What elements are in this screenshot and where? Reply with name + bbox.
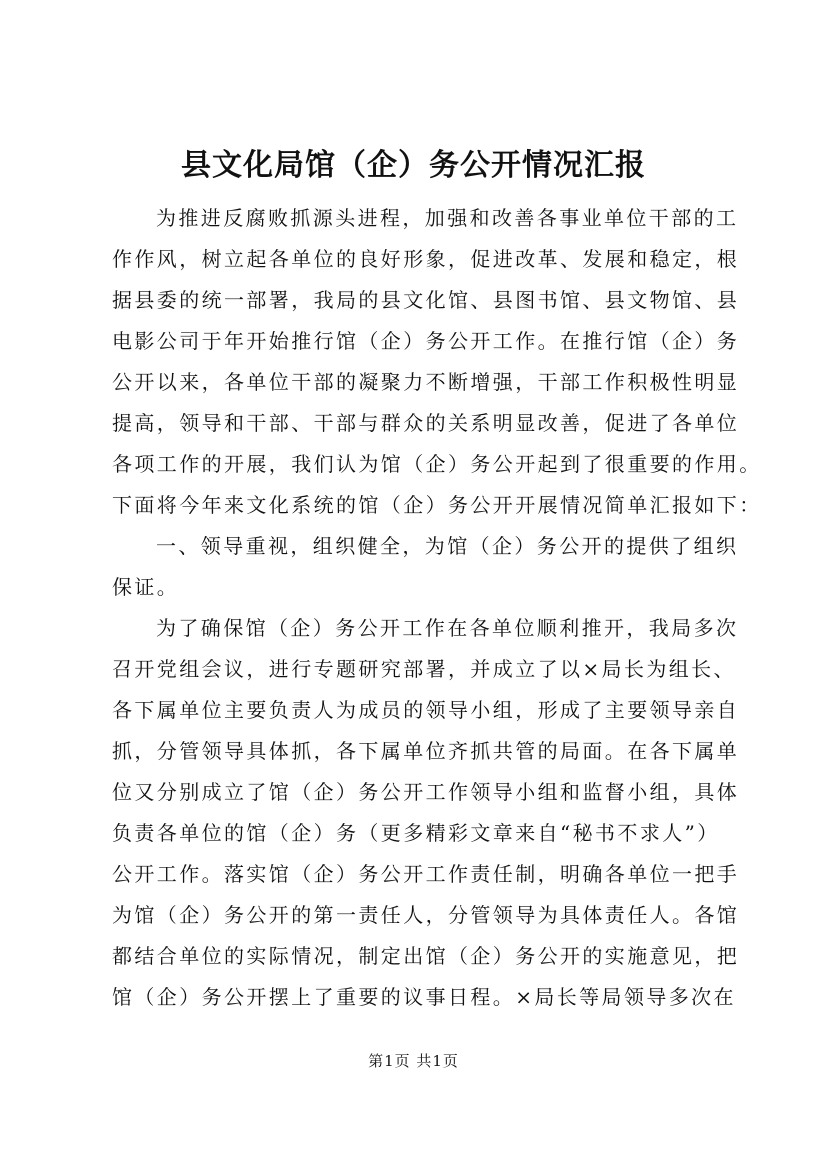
body-line: 都结合单位的实际情况，制定出馆（企）务公开的实施意见，把 — [112, 944, 740, 968]
body-line: 为了确保馆（企）务公开工作在各单位顺利推开，我局多次 — [156, 616, 739, 640]
body-line: 下面将今年来文化系统的馆（企）务公开开展情况简单汇报如下： — [112, 493, 762, 517]
body-line: 作作风，树立起各单位的良好形象，促进改革、发展和稳定，根 — [112, 247, 740, 271]
section-heading-line: 保证。 — [112, 575, 180, 599]
body-line: 负责各单位的馆（企）务（更多精彩文章来自“秘书不求人”） — [112, 821, 720, 845]
body-line: 电影公司于年开始推行馆（企）务公开工作。在推行馆（企）务 — [112, 329, 740, 353]
body-line: 馆（企）务公开摆上了重要的议事日程。×局长等局领导多次在 — [112, 985, 736, 1009]
body-line: 为推进反腐败抓源头进程，加强和改善各事业单位干部的工 — [156, 206, 739, 230]
document-body — [112, 198, 762, 1018]
body-line: 抓，分管领导具体抓，各下属单位齐抓共管的局面。在各下属单 — [112, 739, 740, 763]
body-line: 据县委的统一部署，我局的县文化馆、县图书馆、县文物馆、县 — [112, 288, 740, 312]
body-line: 位又分别成立了馆（企）务公开工作领导小组和监督小组，具体 — [112, 780, 740, 804]
body-line: 公开工作。落实馆（企）务公开工作责任制，明确各单位一把手 — [112, 862, 740, 886]
body-line: 召开党组会议，进行专题研究部署，并成立了以×局长为组长、 — [112, 657, 736, 681]
body-line: 各下属单位主要负责人为成员的领导小组，形成了主要领导亲自 — [112, 698, 740, 722]
section-heading-line: 一、领导重视，组织健全，为馆（企）务公开的提供了组织 — [156, 534, 739, 558]
document-title: 县文化局馆（企）务公开情况汇报 — [181, 148, 646, 183]
body-line: 公开以来，各单位干部的凝聚力不断增强，干部工作积极性明显 — [112, 370, 740, 394]
body-line: 为馆（企）务公开的第一责任人，分管领导为具体责任人。各馆 — [112, 903, 740, 927]
page-footer: 第1页 共1页 — [368, 1052, 459, 1070]
body-line: 提高，领导和干部、干部与群众的关系明显改善，促进了各单位 — [112, 411, 740, 435]
body-line: 各项工作的开展，我们认为馆（企）务公开起到了很重要的作用。 — [112, 452, 762, 476]
